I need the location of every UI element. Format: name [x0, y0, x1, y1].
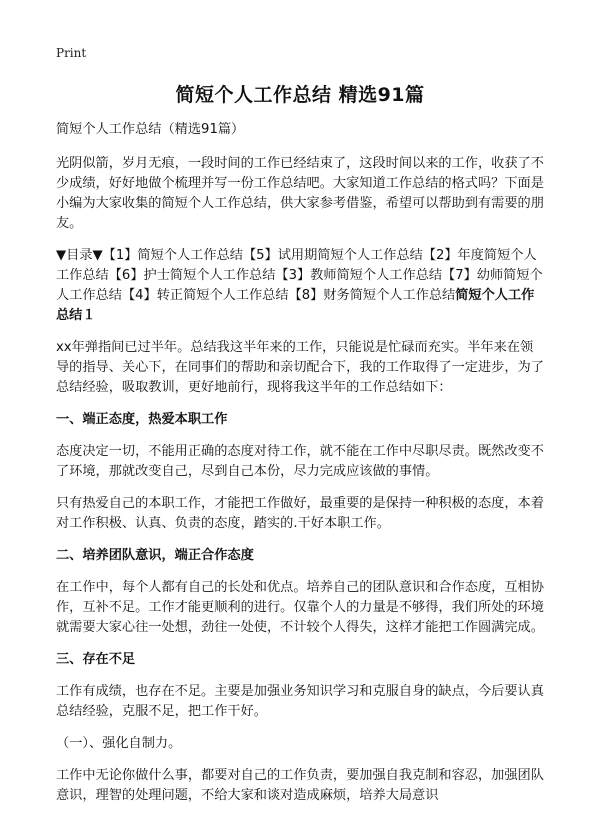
- page-title: 简短个人工作总结 精选91篇: [175, 84, 425, 106]
- toc-item-4[interactable]: 【4】转正简短个人工作总结: [121, 288, 289, 303]
- toc-prefix: ▼目录▼: [56, 248, 103, 263]
- paragraph-4: 在工作中，每个人都有自己的长处和优点。培养自己的团队意识和合作态度，互相协作，互补不足。工作才能更顺利的进行。仅靠个人的力量是不够得，我们所处的环境就需要大家心往一处想，劲往一处使，不计较个人得失，这样才能把工作圆满完成。: [56, 580, 544, 635]
- toc-item-2[interactable]: 【2】年度简短个人工作总结: [56, 248, 537, 283]
- heading-2: 二、培养团队意识，端正合作态度: [56, 548, 254, 563]
- toc-item-8[interactable]: 【8】财务简短个人工作总结: [288, 288, 456, 303]
- paragraph-6: 工作中无论你做什么事，都要对自己的工作负责，要加强自我克制和容忍，加强团队意识，理智的处理问题，不给大家和谈对造成麻烦，培养大局意识: [56, 768, 544, 803]
- subtitle: 简短个人工作总结（精选91篇）: [56, 122, 245, 137]
- toc-item-7[interactable]: 【7】幼师简短个人工作总结: [56, 268, 543, 303]
- toc-item-3[interactable]: 【3】教师简短个人工作总结: [275, 268, 443, 283]
- print-label[interactable]: Print: [56, 46, 87, 60]
- heading-3: 三、存在不足: [56, 652, 136, 667]
- heading-1: 一、端正态度，热爱本职工作: [56, 412, 228, 427]
- paragraph-3: 只有热爱自己的本职工作，才能把工作做好，最重要的是保持一种积极的态度，本着对工作积极、认真、负责的态度，踏实的.干好本职工作。: [56, 496, 544, 531]
- intro-paragraph: 光阴似箭，岁月无痕，一段时间的工作已经结束了，这段时间以来的工作，收获了不少成绩，好好地做个梳理并写一份工作总结吧。大家知道工作总结的格式吗？下面是小编为大家收集的简短个人工作总结，供大家参考借鉴，希望可以帮助到有需要的朋友。: [56, 156, 544, 231]
- section-title: 简短个人工作总结１: [56, 288, 535, 323]
- document-body: [56, 120, 544, 818]
- paragraph-5: 工作有成绩，也存在不足。主要是加强业务知识学习和克服自身的缺点，今后要认真总结经验，克服不足，把工作干好。: [56, 684, 544, 719]
- toc-item-6[interactable]: 【6】护士简短个人工作总结: [108, 268, 276, 283]
- toc-item-5[interactable]: 【5】试用期简短个人工作总结: [242, 248, 423, 263]
- paragraph-1: xx年弹指间已过半年。总结我这半年来的工作，只能说是忙碌而充实。半年来在领导的指导、关心下，在同事们的帮助和亲切配合下，我的工作取得了一定进步，为了总结经验，吸取教训，更好地前行，现将我这半年的工作总结如下：: [56, 340, 544, 395]
- toc-item-1[interactable]: 【1】简短个人工作总结: [102, 248, 243, 263]
- subheading-1: （一）、强化自制力。: [56, 736, 182, 751]
- table-of-contents: [56, 246, 544, 326]
- paragraph-2: 态度决定一切，不能用正确的态度对待工作，就不能在工作中尽职尽责。既然改变不了环境，那就改变自己，尽到自己本份，尽力完成应该做的事情。: [56, 444, 544, 479]
